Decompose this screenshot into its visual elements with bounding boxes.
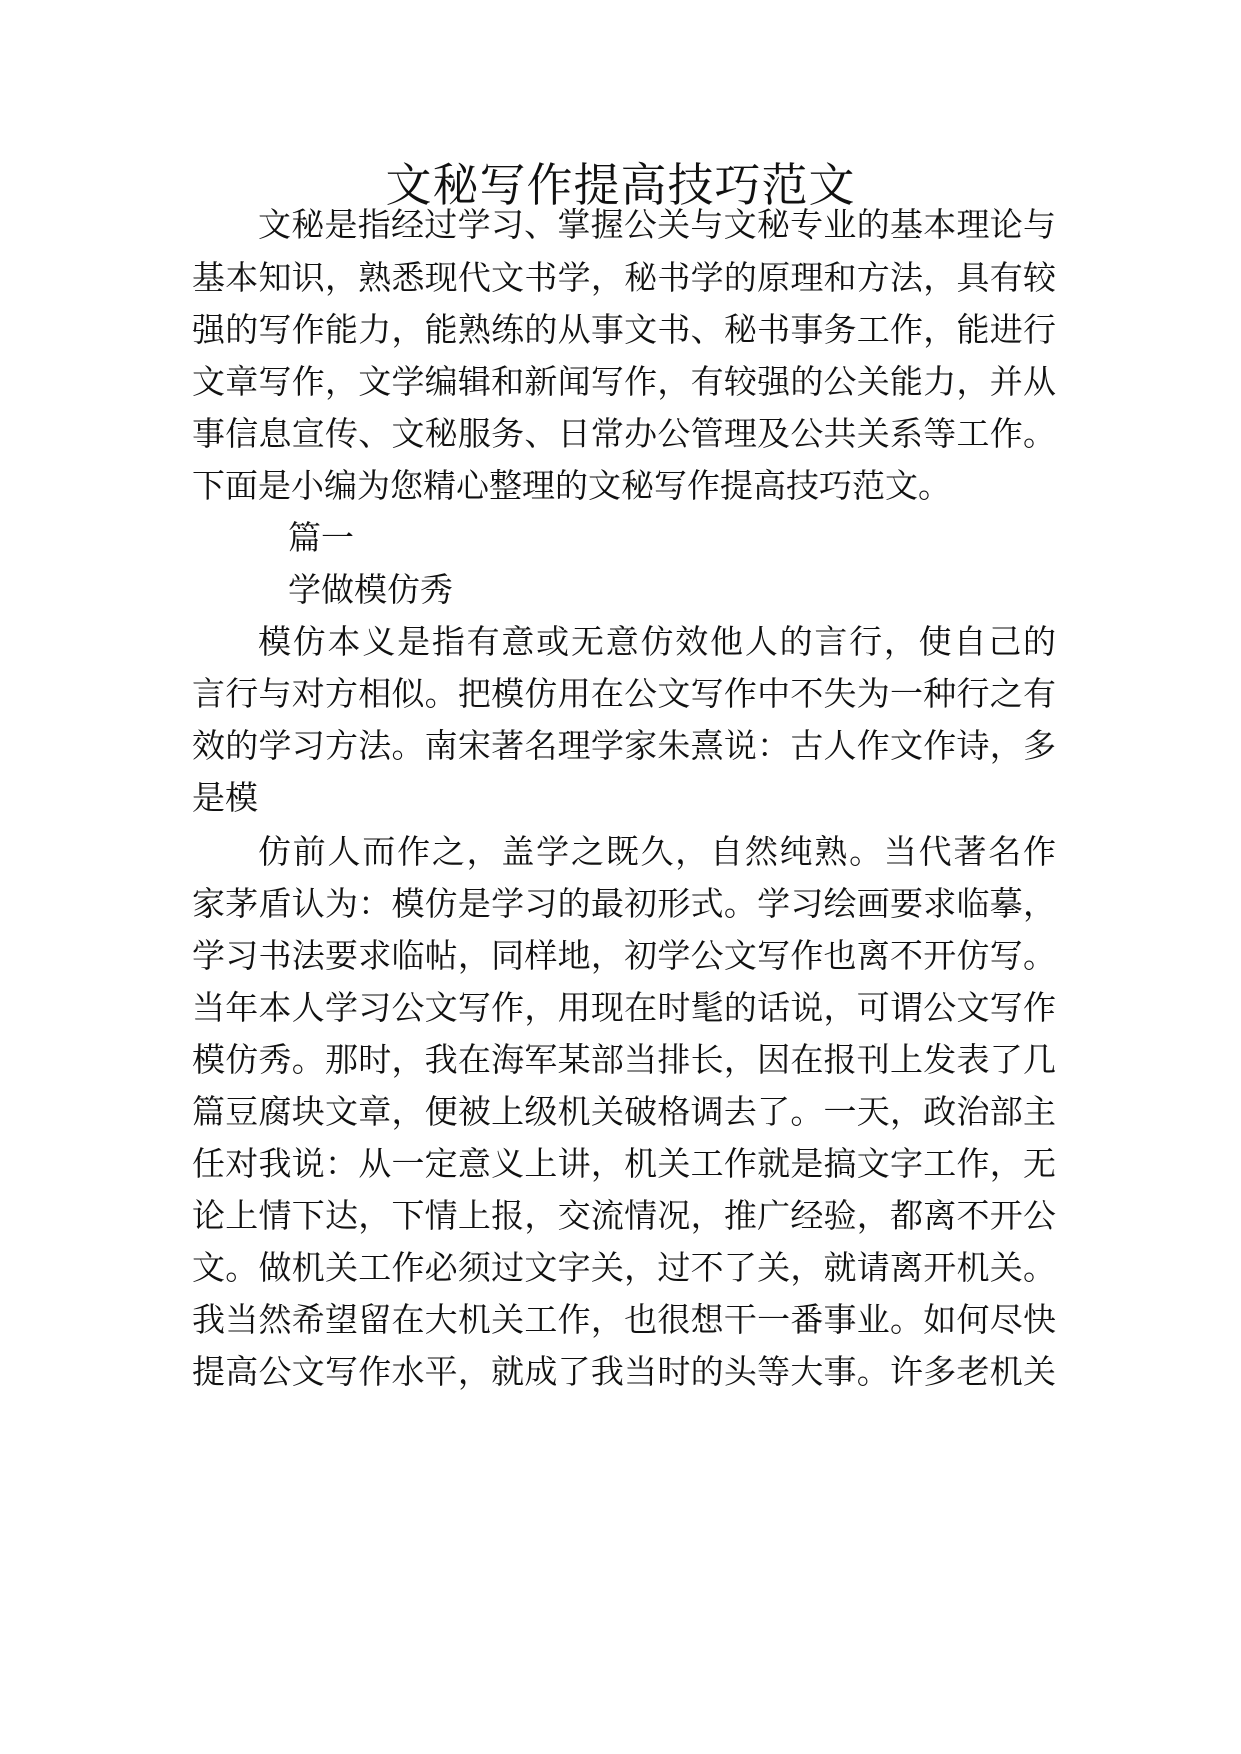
intro-line-1: 文秘是指经过学习、掌握公关与文秘专业的基本理论与 xyxy=(258,205,1056,244)
intro-line-3: 强的写作能力，能熟练的从事文书、秘书事务工作，能进行 xyxy=(192,310,1056,349)
para2-line-9: 文。做机关工作必须过文字关，过不了关，就请离开机关。 xyxy=(192,1248,1056,1287)
para1-line-3: 效的学习方法。南宋著名理学家朱熹说：古人作文作诗，多 xyxy=(192,726,1056,765)
para1-line-1: 模仿本义是指有意或无意仿效他人的言行，使自己的 xyxy=(258,622,1056,661)
para2-line-6: 篇豆腐块文章，便被上级机关破格调去了。一天，政治部主 xyxy=(192,1092,1056,1131)
para1-line-4: 是模 xyxy=(192,778,258,817)
para2-line-8: 论上情下达，下情上报，交流情况，推广经验，都离不开公 xyxy=(192,1196,1056,1235)
para2-line-7: 任对我说：从一定意义上讲，机关工作就是搞文字工作，无 xyxy=(192,1144,1056,1183)
para2-line-4: 当年本人学习公文写作，用现在时髦的话说，可谓公文写作 xyxy=(192,988,1056,1027)
intro-line-4: 文章写作，文学编辑和新闻写作，有较强的公关能力，并从 xyxy=(192,362,1056,401)
para1-line-2: 言行与对方相似。把模仿用在公文写作中不失为一种行之有 xyxy=(192,674,1056,713)
intro-line-5: 事信息宣传、文秘服务、日常办公管理及公共关系等工作。 xyxy=(192,414,1056,453)
para2-line-2: 家茅盾认为：模仿是学习的最初形式。学习绘画要求临摹， xyxy=(192,884,1056,923)
para2-line-5: 模仿秀。那时，我在海军某部当排长，因在报刊上发表了几 xyxy=(192,1040,1056,1079)
document-title: 文秘写作提高技巧范文 xyxy=(385,158,856,212)
intro-line-2: 基本知识，熟悉现代文书学，秘书学的原理和方法，具有较 xyxy=(192,258,1056,297)
para2-line-1: 仿前人而作之，盖学之既久，自然纯熟。当代著名作 xyxy=(258,832,1056,871)
para2-line-3: 学习书法要求临帖，同样地，初学公文写作也离不开仿写。 xyxy=(192,936,1056,975)
section-heading: 学做模仿秀 xyxy=(288,570,453,609)
section-label: 篇一 xyxy=(288,518,354,557)
para2-line-11: 提高公文写作水平，就成了我当时的头等大事。许多老机关 xyxy=(192,1352,1056,1391)
intro-line-6: 下面是小编为您精心整理的文秘写作提高技巧范文。 xyxy=(192,466,951,505)
para2-line-10: 我当然希望留在大机关工作，也很想干一番事业。如何尽快 xyxy=(192,1300,1056,1339)
